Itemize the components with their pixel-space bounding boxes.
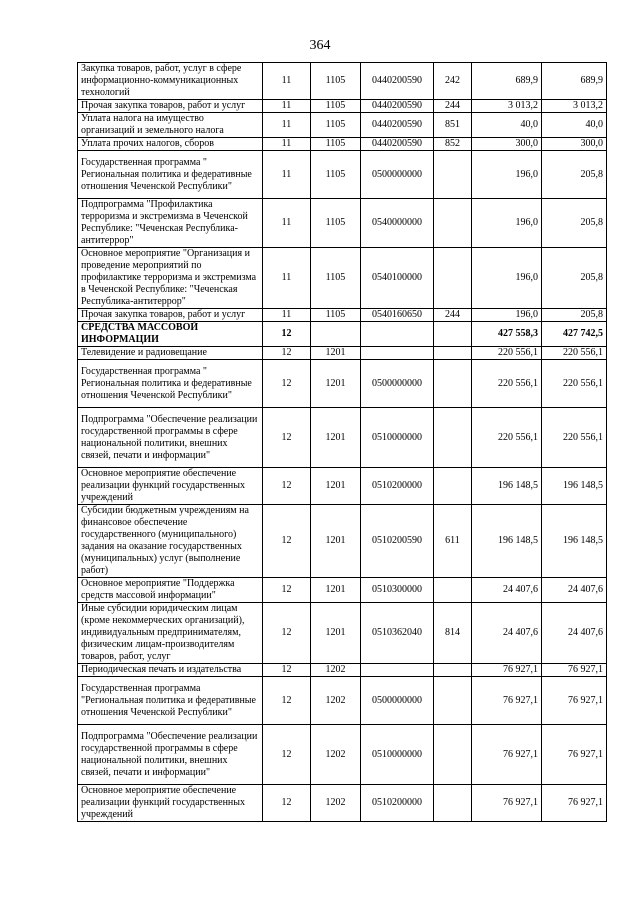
amount-year-1: 196,0: [472, 151, 542, 199]
section-code: 11: [263, 151, 311, 199]
target-article-code: 0540160650: [361, 309, 434, 322]
budget-item-name: Основное мероприятие "Поддержка средств массовой информации": [78, 578, 263, 603]
subsection-code: 1202: [311, 785, 361, 822]
expense-type-code: 611: [434, 505, 472, 578]
subsection-code: 1202: [311, 664, 361, 677]
budget-item-name: Субсидии бюджетным учреждениям на финансовое обеспечение государственного (муниципального) задания на оказание государственных (муниципальных) услуг (выполнение работ): [78, 505, 263, 578]
target-article-code: 0510200590: [361, 505, 434, 578]
target-article-code: 0500000000: [361, 151, 434, 199]
table-row: [78, 603, 607, 664]
subsection-code: 1201: [311, 603, 361, 664]
section-code: 12: [263, 664, 311, 677]
subsection-code: 1201: [311, 347, 361, 360]
subsection-code: 1105: [311, 138, 361, 151]
target-article-code: 0510362040: [361, 603, 434, 664]
amount-year-2: 427 742,5: [542, 322, 607, 347]
expense-type-code: [434, 347, 472, 360]
amount-year-2: 205,8: [542, 151, 607, 199]
expense-type-code: [434, 664, 472, 677]
budget-item-name: Телевидение и радиовещание: [78, 347, 263, 360]
budget-item-name: Уплата прочих налогов, сборов: [78, 138, 263, 151]
section-code: 11: [263, 248, 311, 309]
section-code: 11: [263, 63, 311, 100]
section-code: 11: [263, 309, 311, 322]
target-article-code: 0500000000: [361, 677, 434, 725]
expense-type-code: [434, 360, 472, 408]
table-row: [78, 309, 607, 322]
amount-year-2: 40,0: [542, 113, 607, 138]
table-row: [78, 100, 607, 113]
amount-year-1: 24 407,6: [472, 603, 542, 664]
amount-year-1: 76 927,1: [472, 725, 542, 785]
table-row: [78, 63, 607, 100]
table-row: [78, 725, 607, 785]
section-code: 12: [263, 677, 311, 725]
table-row: [78, 785, 607, 822]
budget-item-name: Закупка товаров, работ, услуг в сфере информационно-коммуникационных технологий: [78, 63, 263, 100]
budget-item-name: Основное мероприятие обеспечение реализации функций государственных учреждений: [78, 785, 263, 822]
table-row: [78, 360, 607, 408]
budget-item-name: Периодическая печать и издательства: [78, 664, 263, 677]
table-row: [78, 677, 607, 725]
table-row: [78, 468, 607, 505]
subsection-code: 1201: [311, 578, 361, 603]
budget-item-name: Государственная программа " Региональная политика и федеративные отношения Чеченской Республики": [78, 151, 263, 199]
target-article-code: 0540000000: [361, 199, 434, 248]
target-article-code: 0440200590: [361, 100, 434, 113]
budget-item-name: Иные субсидии юридическим лицам (кроме некоммерческих организаций), индивидуальным предпринимателям, физическим лицам-производителям товаров, работ, услуг: [78, 603, 263, 664]
expense-type-code: [434, 199, 472, 248]
expense-type-code: [434, 725, 472, 785]
section-code: 12: [263, 785, 311, 822]
amount-year-2: 220 556,1: [542, 408, 607, 468]
expense-type-code: [434, 408, 472, 468]
amount-year-2: 220 556,1: [542, 347, 607, 360]
expense-type-code: [434, 468, 472, 505]
budget-item-name: Государственная программа " Региональная политика и федеративные отношения Чеченской Республики": [78, 360, 263, 408]
table-row: [78, 408, 607, 468]
target-article-code: [361, 322, 434, 347]
target-article-code: 0440200590: [361, 113, 434, 138]
table-row: [78, 248, 607, 309]
subsection-code: 1105: [311, 199, 361, 248]
amount-year-2: 24 407,6: [542, 578, 607, 603]
subsection-code: 1105: [311, 151, 361, 199]
target-article-code: [361, 664, 434, 677]
page-number: 364: [309, 38, 331, 53]
subsection-code: 1202: [311, 725, 361, 785]
budget-item-name: Основное мероприятие "Организация и проведение мероприятий по профилактике терроризма и экстремизма в Чеченской Республике: "Чеченская Республика-антитеррор": [78, 248, 263, 309]
amount-year-1: 427 558,3: [472, 322, 542, 347]
section-code: 12: [263, 360, 311, 408]
section-code: 11: [263, 138, 311, 151]
subsection-code: [311, 322, 361, 347]
section-code: 11: [263, 100, 311, 113]
subsection-code: 1201: [311, 505, 361, 578]
amount-year-1: 196,0: [472, 248, 542, 309]
amount-year-1: 220 556,1: [472, 408, 542, 468]
subsection-code: 1201: [311, 468, 361, 505]
target-article-code: 0440200590: [361, 138, 434, 151]
amount-year-1: 76 927,1: [472, 677, 542, 725]
amount-year-2: 24 407,6: [542, 603, 607, 664]
amount-year-2: 196 148,5: [542, 505, 607, 578]
section-code: 12: [263, 505, 311, 578]
subsection-code: 1201: [311, 408, 361, 468]
subsection-code: 1105: [311, 309, 361, 322]
subsection-code: 1105: [311, 113, 361, 138]
amount-year-1: 689,9: [472, 63, 542, 100]
table-row: [78, 347, 607, 360]
table-row: [78, 199, 607, 248]
amount-year-2: 205,8: [542, 199, 607, 248]
amount-year-2: 689,9: [542, 63, 607, 100]
target-article-code: 0510200000: [361, 785, 434, 822]
budget-item-name: Основное мероприятие обеспечение реализации функций государственных учреждений: [78, 468, 263, 505]
section-code: 12: [263, 603, 311, 664]
table-row: [78, 505, 607, 578]
amount-year-1: 24 407,6: [472, 578, 542, 603]
budget-table-body: [78, 63, 607, 822]
section-code: 12: [263, 347, 311, 360]
amount-year-2: 300,0: [542, 138, 607, 151]
amount-year-2: 76 927,1: [542, 725, 607, 785]
budget-item-name: Подпрограмма "Профилактика терроризма и экстремизма в Чеченской Республике: "Чеченская Республика-антитеррор": [78, 199, 263, 248]
amount-year-1: 196 148,5: [472, 505, 542, 578]
section-code: 12: [263, 408, 311, 468]
amount-year-1: 196 148,5: [472, 468, 542, 505]
subsection-code: 1105: [311, 100, 361, 113]
table-row: [78, 322, 607, 347]
subsection-code: 1105: [311, 63, 361, 100]
amount-year-1: 196,0: [472, 309, 542, 322]
subsection-code: 1201: [311, 360, 361, 408]
budget-item-name: Государственная программа "Региональная политика и федеративные отношения Чеченской Республики": [78, 677, 263, 725]
section-code: 11: [263, 199, 311, 248]
amount-year-1: 40,0: [472, 113, 542, 138]
expense-type-code: 244: [434, 100, 472, 113]
budget-item-name: Прочая закупка товаров, работ и услуг: [78, 309, 263, 322]
amount-year-1: 220 556,1: [472, 347, 542, 360]
amount-year-1: 300,0: [472, 138, 542, 151]
amount-year-1: 3 013,2: [472, 100, 542, 113]
amount-year-2: 3 013,2: [542, 100, 607, 113]
target-article-code: 0540100000: [361, 248, 434, 309]
budget-item-name: Прочая закупка товаров, работ и услуг: [78, 100, 263, 113]
amount-year-2: 196 148,5: [542, 468, 607, 505]
table-row: [78, 151, 607, 199]
section-code: 12: [263, 578, 311, 603]
expense-type-code: 244: [434, 309, 472, 322]
budget-table: [77, 62, 607, 822]
expense-type-code: 851: [434, 113, 472, 138]
subsection-code: 1105: [311, 248, 361, 309]
target-article-code: 0500000000: [361, 360, 434, 408]
amount-year-2: 76 927,1: [542, 785, 607, 822]
amount-year-1: 220 556,1: [472, 360, 542, 408]
expense-type-code: [434, 578, 472, 603]
budget-item-name: Уплата налога на имущество организаций и земельного налога: [78, 113, 263, 138]
amount-year-1: 76 927,1: [472, 785, 542, 822]
expense-type-code: 814: [434, 603, 472, 664]
section-code: 12: [263, 322, 311, 347]
amount-year-2: 205,8: [542, 248, 607, 309]
target-article-code: [361, 347, 434, 360]
amount-year-2: 76 927,1: [542, 664, 607, 677]
expense-type-code: 852: [434, 138, 472, 151]
table-row: [78, 578, 607, 603]
expense-type-code: 242: [434, 63, 472, 100]
expense-type-code: [434, 322, 472, 347]
expense-type-code: [434, 677, 472, 725]
table-row: [78, 664, 607, 677]
amount-year-1: 76 927,1: [472, 664, 542, 677]
target-article-code: 0510300000: [361, 578, 434, 603]
budget-item-name: Подпрограмма "Обеспечение реализации государственной программы в сфере национальной политики, внешних связей, печати и информации": [78, 408, 263, 468]
table-row: [78, 113, 607, 138]
amount-year-2: 220 556,1: [542, 360, 607, 408]
budget-item-name: СРЕДСТВА МАССОВОЙ ИНФОРМАЦИИ: [78, 322, 263, 347]
expense-type-code: [434, 151, 472, 199]
expense-type-code: [434, 248, 472, 309]
table-row: [78, 138, 607, 151]
budget-item-name: Подпрограмма "Обеспечение реализации государственной программы в сфере национальной политики, внешних связей, печати и информации": [78, 725, 263, 785]
amount-year-1: 196,0: [472, 199, 542, 248]
target-article-code: 0510000000: [361, 725, 434, 785]
expense-type-code: [434, 785, 472, 822]
section-code: 12: [263, 468, 311, 505]
amount-year-2: 205,8: [542, 309, 607, 322]
target-article-code: 0440200590: [361, 63, 434, 100]
target-article-code: 0510000000: [361, 408, 434, 468]
section-code: 12: [263, 725, 311, 785]
target-article-code: 0510200000: [361, 468, 434, 505]
section-code: 11: [263, 113, 311, 138]
amount-year-2: 76 927,1: [542, 677, 607, 725]
subsection-code: 1202: [311, 677, 361, 725]
